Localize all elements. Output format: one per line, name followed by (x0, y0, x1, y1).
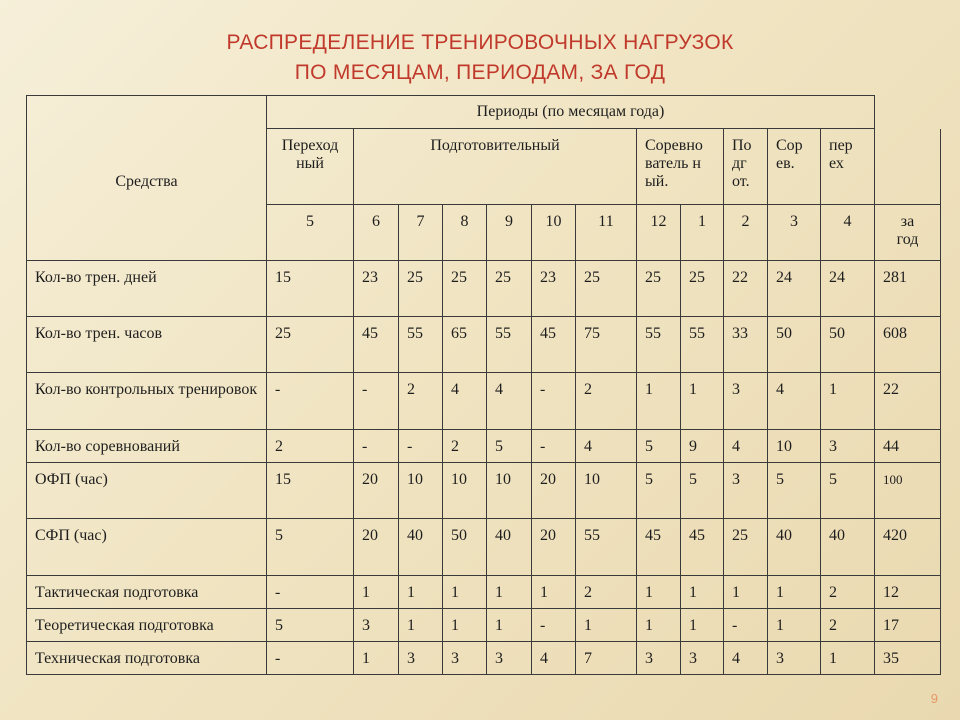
month-header: 11 (576, 205, 637, 261)
table-cell: 1 (532, 576, 576, 609)
row-label: Кол-во соревнований (27, 430, 267, 463)
row-total: 17 (875, 609, 941, 642)
training-load-table (26, 95, 941, 675)
table-cell: 9 (681, 430, 724, 463)
table-row (27, 373, 941, 430)
table-cell: 25 (576, 261, 637, 317)
row-label: Тактическая подготовка (27, 576, 267, 609)
table-cell: 25 (681, 261, 724, 317)
table-cell: 4 (443, 373, 487, 430)
table-cell: 3 (354, 609, 399, 642)
table-cell: 10 (487, 463, 532, 519)
table-cell: 1 (768, 609, 821, 642)
table-row (27, 261, 941, 317)
table-cell: 1 (637, 576, 681, 609)
table-cell: 4 (487, 373, 532, 430)
table-cell: - (267, 576, 354, 609)
table-cell: 1 (399, 609, 443, 642)
table-cell: 1 (354, 576, 399, 609)
table-cell: 3 (637, 642, 681, 675)
table-cell: - (532, 609, 576, 642)
table-cell: 3 (487, 642, 532, 675)
row-total: 35 (875, 642, 941, 675)
table-cell: 3 (724, 373, 768, 430)
month-header: 4 (821, 205, 875, 261)
table-cell: 25 (724, 519, 768, 576)
period-competitive: Соревно ватель н ый. (637, 129, 724, 205)
table-cell: 2 (821, 609, 875, 642)
header-corner (875, 96, 941, 129)
table-cell: 20 (354, 519, 399, 576)
table-cell: 1 (487, 609, 532, 642)
table-cell: 24 (821, 261, 875, 317)
row-label: Кол-во контрольных тренировок (27, 373, 267, 430)
header-corner-2 (875, 129, 941, 205)
month-header: 10 (532, 205, 576, 261)
table-cell: 5 (681, 463, 724, 519)
month-header: 8 (443, 205, 487, 261)
row-label: Теоретическая подготовка (27, 609, 267, 642)
row-total: 12 (875, 576, 941, 609)
table-cell: 2 (576, 576, 637, 609)
table-cell: 1 (681, 373, 724, 430)
row-label: Техническая подготовка (27, 642, 267, 675)
month-header: 2 (724, 205, 768, 261)
year-total-header: за год (875, 205, 941, 261)
row-total: 281 (875, 261, 941, 317)
table-cell: - (399, 430, 443, 463)
table-cell: 1 (821, 373, 875, 430)
month-header: 5 (267, 205, 354, 261)
table-cell: 50 (768, 317, 821, 373)
row-label: Кол-во трен. часов (27, 317, 267, 373)
period-preparatory: Подготовительный (354, 129, 637, 205)
table-cell: 45 (637, 519, 681, 576)
table-cell: 40 (768, 519, 821, 576)
table-cell: 1 (637, 609, 681, 642)
table-cell: 4 (724, 642, 768, 675)
table-cell: 2 (443, 430, 487, 463)
row-total: 22 (875, 373, 941, 430)
table-cell: 1 (576, 609, 637, 642)
table-cell: 25 (443, 261, 487, 317)
table-cell: 5 (267, 519, 354, 576)
table-cell: 1 (487, 576, 532, 609)
table-cell: 1 (681, 576, 724, 609)
slide-title (0, 28, 960, 88)
table-cell: 2 (576, 373, 637, 430)
table-cell: 3 (681, 642, 724, 675)
table-cell: - (724, 609, 768, 642)
row-label: Кол-во трен. дней (27, 261, 267, 317)
table-cell: - (267, 373, 354, 430)
table-cell: 15 (267, 261, 354, 317)
table-cell: 2 (399, 373, 443, 430)
table-cell: 5 (637, 463, 681, 519)
table-cell: 3 (443, 642, 487, 675)
table-cell: 1 (821, 642, 875, 675)
table-row (27, 317, 941, 373)
table-cell: 40 (821, 519, 875, 576)
table-cell: 25 (267, 317, 354, 373)
table-cell: 5 (487, 430, 532, 463)
table-cell: 55 (637, 317, 681, 373)
table-cell: 45 (532, 317, 576, 373)
table-cell: 10 (399, 463, 443, 519)
table-cell: 10 (576, 463, 637, 519)
period-transition-2: пер ех (821, 129, 875, 205)
table-cell: 75 (576, 317, 637, 373)
table-row (27, 576, 941, 609)
table-cell: 4 (768, 373, 821, 430)
table-cell: 25 (487, 261, 532, 317)
row-label: СФП (час) (27, 519, 267, 576)
table-cell: 1 (724, 576, 768, 609)
table-cell: 2 (821, 576, 875, 609)
table-cell: 24 (768, 261, 821, 317)
table-cell: 45 (354, 317, 399, 373)
table-cell: 15 (267, 463, 354, 519)
month-header: 1 (681, 205, 724, 261)
table-cell: 22 (724, 261, 768, 317)
table-cell: - (532, 430, 576, 463)
table-cell: 10 (768, 430, 821, 463)
table-cell: - (354, 373, 399, 430)
month-header: 7 (399, 205, 443, 261)
table-cell: - (267, 642, 354, 675)
header-means: Средства (27, 96, 267, 261)
table-cell: 5 (267, 609, 354, 642)
table-cell: 50 (443, 519, 487, 576)
table-cell: 1 (443, 576, 487, 609)
table-cell: 40 (399, 519, 443, 576)
table-cell: 55 (576, 519, 637, 576)
table-cell: 25 (637, 261, 681, 317)
period-competitive-2: Сор ев. (768, 129, 821, 205)
table-cell: 3 (821, 430, 875, 463)
table-cell: 55 (487, 317, 532, 373)
period-pre-competitive: По дг от. (724, 129, 768, 205)
month-header: 12 (637, 205, 681, 261)
table-cell: 23 (354, 261, 399, 317)
table-cell: 40 (487, 519, 532, 576)
table-cell: 45 (681, 519, 724, 576)
table-cell: 5 (768, 463, 821, 519)
table-cell: 4 (724, 430, 768, 463)
header-periods: Периоды (по месяцам года) (267, 96, 875, 129)
title-line-2: ПО МЕСЯЦАМ, ПЕРИОДАМ, ЗА ГОД (294, 61, 666, 84)
table-cell: 65 (443, 317, 487, 373)
table-row (27, 642, 941, 675)
row-total: 44 (875, 430, 941, 463)
table-cell: 1 (637, 373, 681, 430)
table-cell: 1 (768, 576, 821, 609)
table-cell: 23 (532, 261, 576, 317)
title-line-1: РАСПРЕДЕЛЕНИЕ ТРЕНИРОВОЧНЫХ НАГРУЗОК (226, 31, 734, 54)
table-row (27, 519, 941, 576)
table-cell: 55 (399, 317, 443, 373)
table-cell: 3 (399, 642, 443, 675)
row-total: 100 (875, 463, 941, 519)
row-label: ОФП (час) (27, 463, 267, 519)
table-cell: 4 (532, 642, 576, 675)
table-cell: 20 (532, 519, 576, 576)
table-cell: - (354, 430, 399, 463)
table-row (27, 430, 941, 463)
table-cell: 7 (576, 642, 637, 675)
table-cell: 20 (532, 463, 576, 519)
table-cell: 1 (399, 576, 443, 609)
table-cell: 3 (768, 642, 821, 675)
table-cell: 20 (354, 463, 399, 519)
row-total: 420 (875, 519, 941, 576)
table-cell: 1 (681, 609, 724, 642)
table-row (27, 463, 941, 519)
table-cell: - (532, 373, 576, 430)
page-number: 9 (930, 691, 938, 706)
month-header: 6 (354, 205, 399, 261)
table-cell: 4 (576, 430, 637, 463)
table-cell: 25 (399, 261, 443, 317)
table-cell: 55 (681, 317, 724, 373)
table-cell: 1 (354, 642, 399, 675)
row-total: 608 (875, 317, 941, 373)
table-cell: 5 (637, 430, 681, 463)
month-header: 3 (768, 205, 821, 261)
period-transition-1: Переход ный (267, 129, 354, 205)
table-cell: 2 (267, 430, 354, 463)
table-cell: 50 (821, 317, 875, 373)
table-row (27, 609, 941, 642)
table-cell: 1 (443, 609, 487, 642)
table-cell: 5 (821, 463, 875, 519)
table-cell: 3 (724, 463, 768, 519)
table-cell: 33 (724, 317, 768, 373)
table-cell: 10 (443, 463, 487, 519)
month-header: 9 (487, 205, 532, 261)
